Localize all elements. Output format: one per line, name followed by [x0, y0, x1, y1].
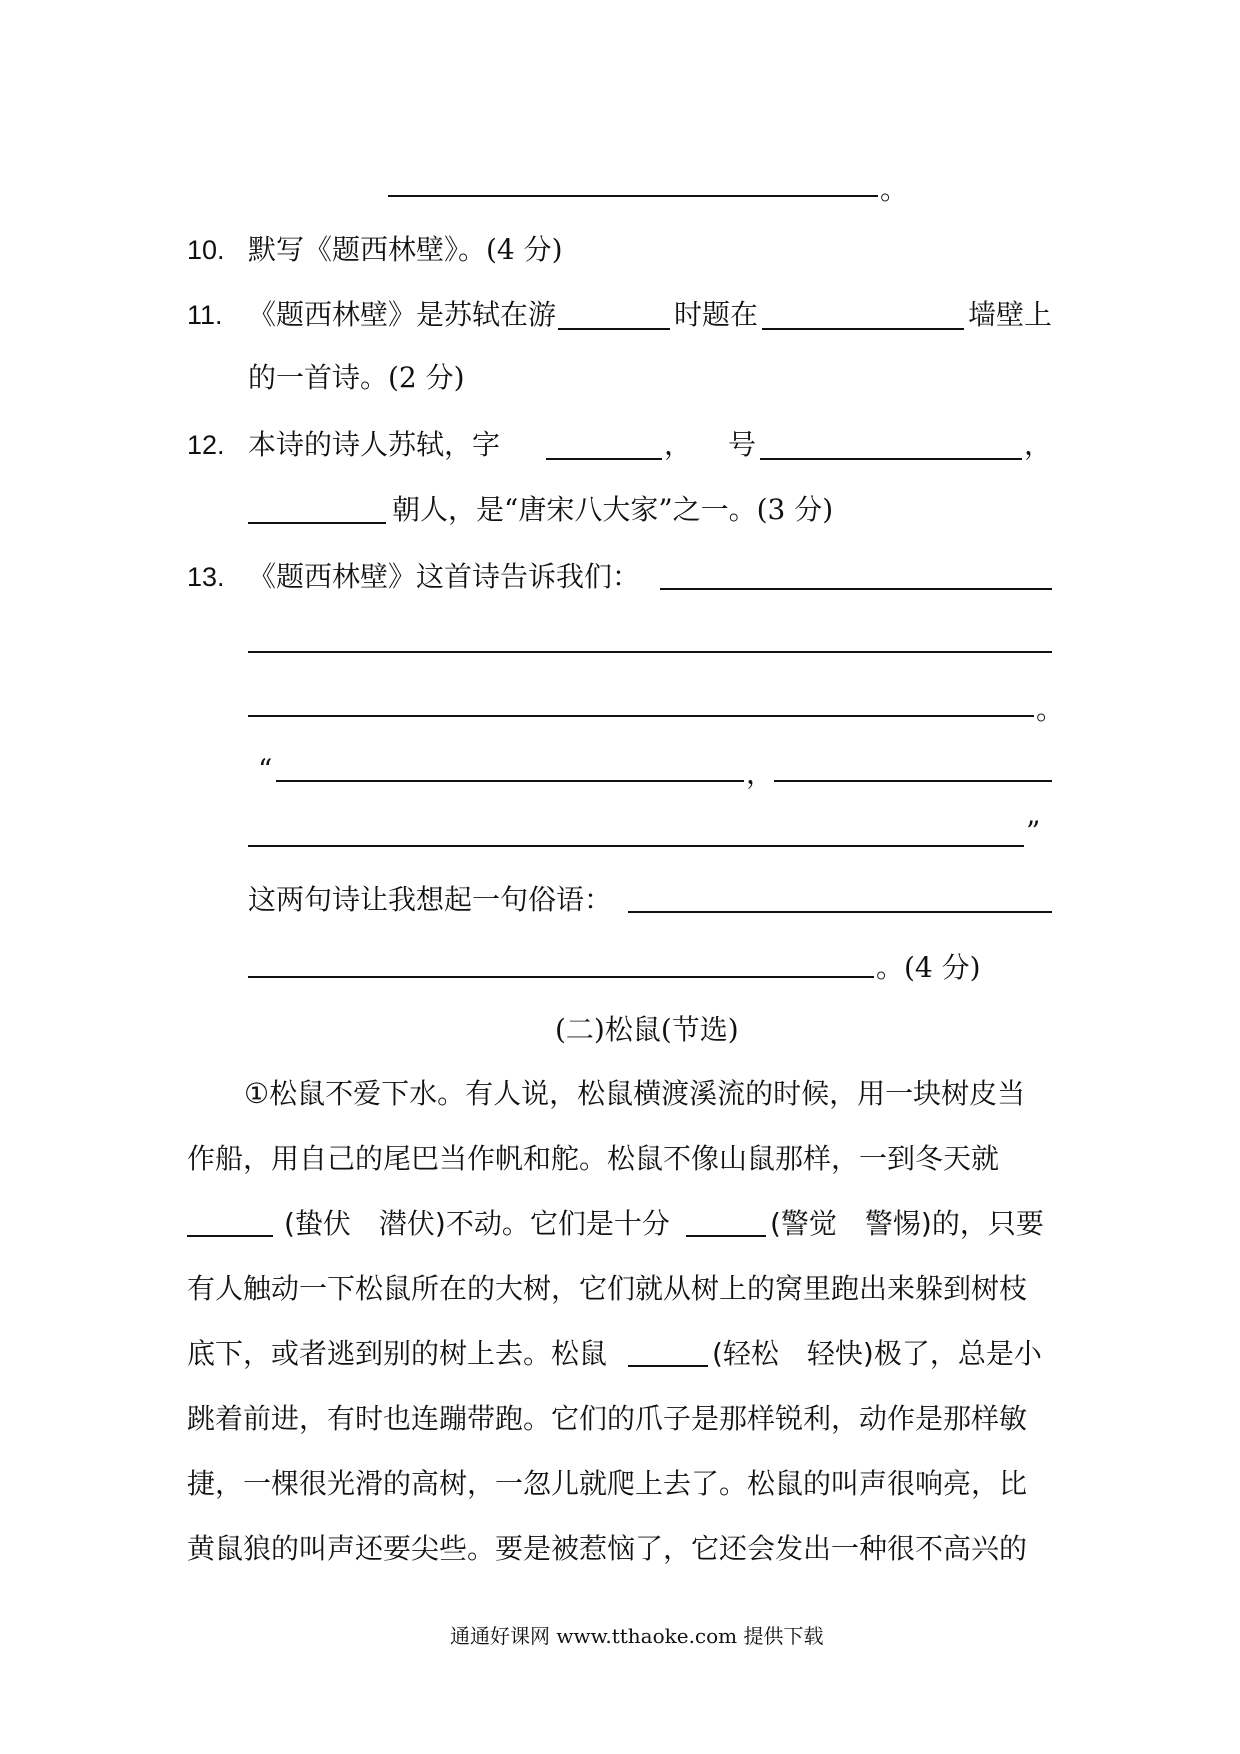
answer-blank[interactable]	[248, 976, 874, 978]
answer-blank[interactable]	[546, 458, 662, 460]
passage-line: 作船，用自己的尾巴当作帆和舵。松鼠不像山鼠那样，一到冬天就	[187, 1142, 1000, 1175]
passage-line: 捷，一棵很光滑的高树，一忽儿就爬上去了。松鼠的叫声很响亮，比	[187, 1467, 1028, 1500]
passage-line: 有人触动一下松鼠所在的大树，它们就从树上的窝里跑出来躲到树枝	[187, 1272, 1028, 1305]
answer-blank[interactable]	[628, 1365, 708, 1367]
answer-blank[interactable]	[248, 651, 1052, 653]
passage-line: 跳着前进，有时也连蹦带跑。它们的爪子是那样锐利，动作是那样敏	[187, 1402, 1028, 1435]
q13-period: 。	[1036, 693, 1065, 726]
q12-text-part1: 本诗的诗人苏轼，字	[248, 428, 501, 461]
q13-end: 。(4 分)	[876, 951, 981, 984]
q11-text-part1: 《题西林壁》是苏轼在游	[248, 298, 557, 331]
q10-number: 10.	[187, 235, 225, 265]
q13-open-quote: “	[258, 753, 273, 786]
footer-text: 通通好课网 www.tthaoke.com 提供下载	[450, 1624, 824, 1648]
q12-number: 12.	[187, 430, 225, 460]
answer-blank[interactable]	[686, 1235, 766, 1237]
answer-blank[interactable]	[248, 522, 386, 524]
q12-comma2: ，	[1024, 428, 1053, 461]
q12-text-part2: 号	[728, 428, 757, 461]
answer-blank[interactable]	[276, 780, 744, 782]
q13-intro: 《题西林壁》这首诗告诉我们：	[248, 560, 641, 593]
q11-line2: 的一首诗。(2 分)	[248, 361, 465, 394]
q12-line2: 朝人，是“唐宋八大家”之一。(3 分)	[392, 493, 834, 526]
answer-blank[interactable]	[762, 328, 964, 330]
answer-blank[interactable]	[388, 195, 878, 197]
passage-line: 底下，或者逃到别的树上去。松鼠	[187, 1337, 608, 1370]
section-title: (二)松鼠(节选)	[555, 1013, 739, 1046]
answer-blank[interactable]	[248, 845, 1024, 847]
q13-comma: ，	[746, 757, 775, 790]
q11-number: 11.	[187, 300, 223, 330]
passage-line: ①松鼠不爱下水。有人说，松鼠横渡溪流的时候，用一块树皮当	[244, 1077, 1026, 1110]
q13-close-quote: ”	[1026, 815, 1041, 848]
q13-number: 13.	[187, 562, 225, 592]
passage-line: (轻松 轻快)极了，总是小	[712, 1337, 1042, 1370]
answer-blank[interactable]	[558, 328, 670, 330]
answer-blank[interactable]	[774, 780, 1052, 782]
answer-blank[interactable]	[628, 911, 1052, 913]
answer-blank[interactable]	[660, 588, 1052, 590]
answer-blank[interactable]	[248, 715, 1034, 717]
passage-line: 黄鼠狼的叫声还要尖些。要是被惹恼了，它还会发出一种很不高兴的	[187, 1532, 1028, 1565]
q11-text-part3: 墙壁上	[968, 298, 1053, 331]
answer-blank[interactable]	[187, 1235, 273, 1237]
answer-blank[interactable]	[760, 458, 1022, 460]
passage-line: (警觉 警惕)的，只要	[770, 1207, 1044, 1240]
q10-text: 默写《题西林壁》。(4 分)	[248, 233, 563, 266]
passage-line: (蛰伏 潜伏)不动。它们是十分	[284, 1207, 670, 1240]
q13-proverb-intro: 这两句诗让我想起一句俗语：	[248, 883, 613, 916]
q9-end-punct: 。	[880, 173, 909, 206]
q11-text-part2: 时题在	[674, 298, 759, 331]
q12-comma1: ，	[664, 428, 693, 461]
